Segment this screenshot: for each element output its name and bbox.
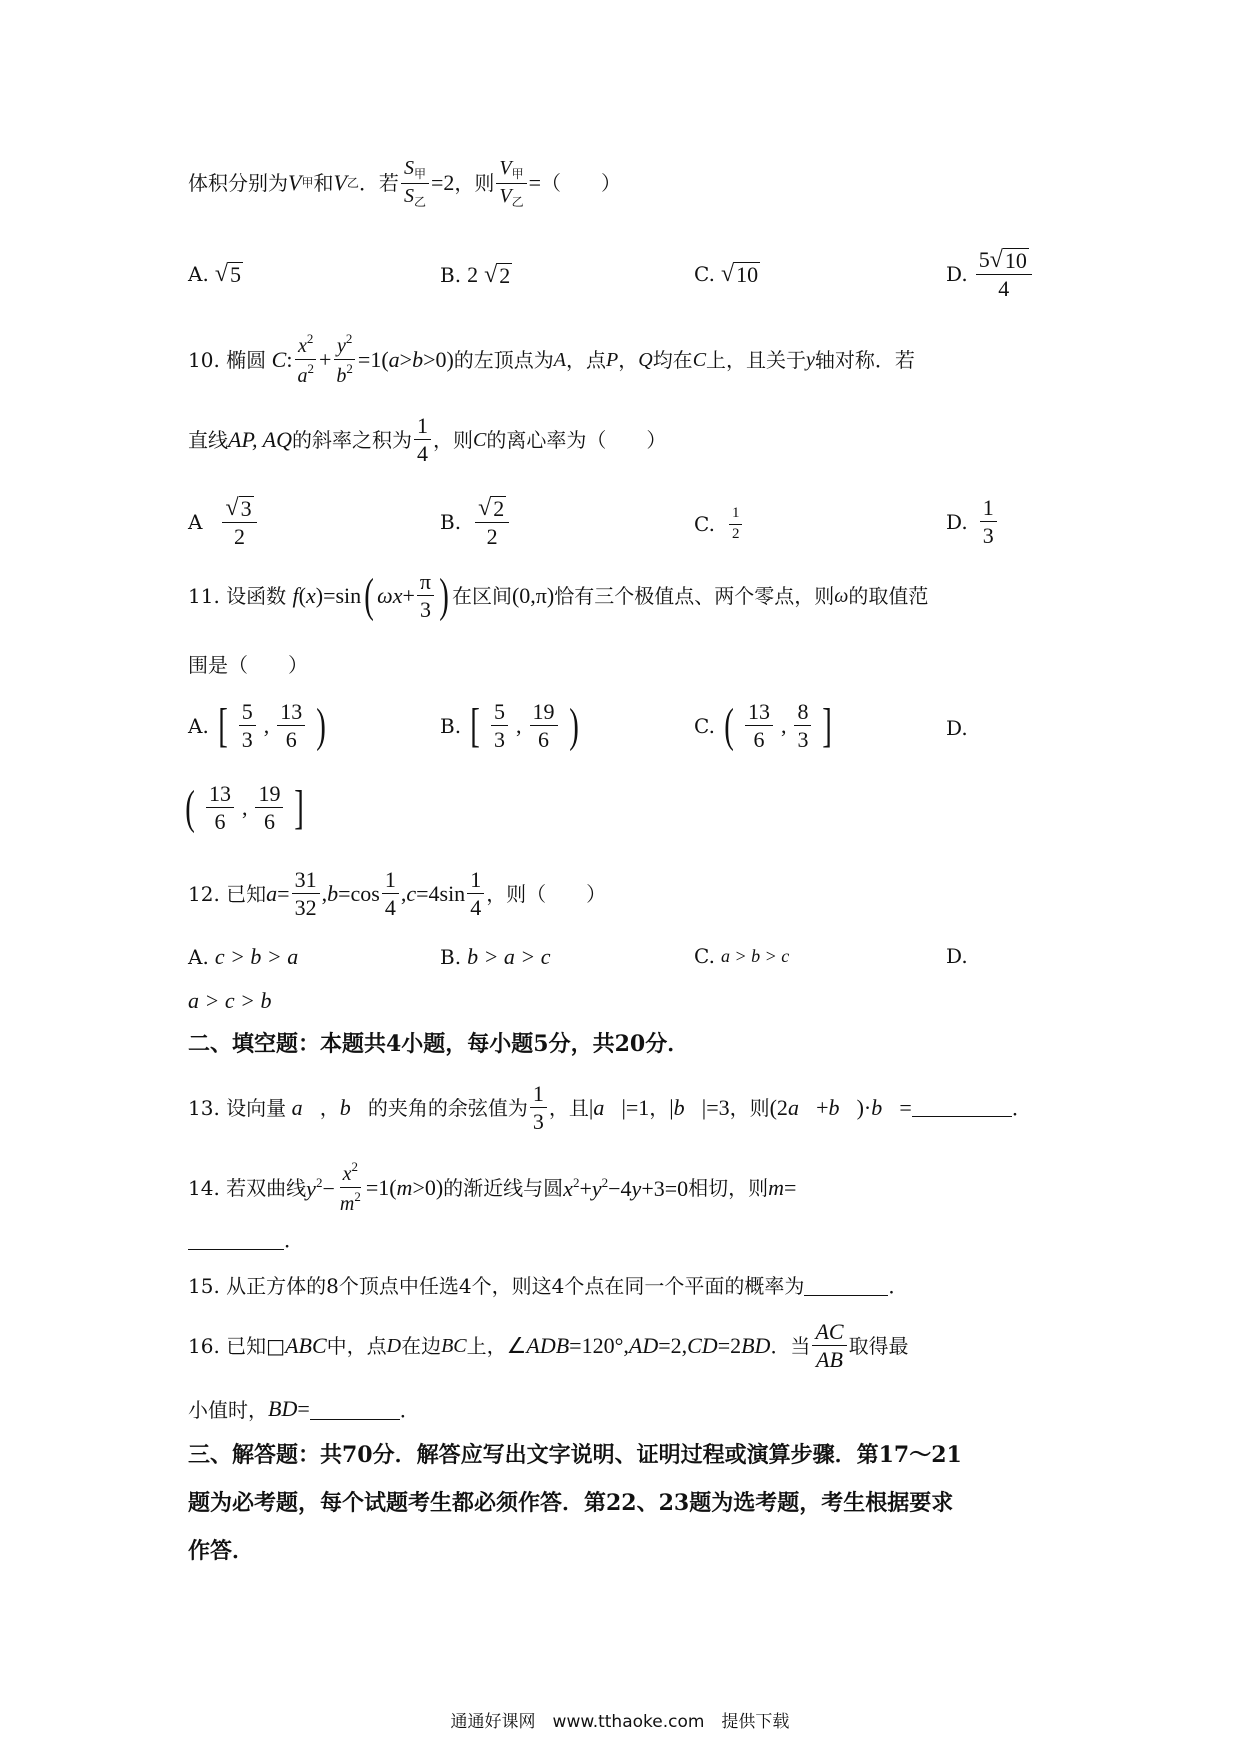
q16-answer-blank[interactable] <box>310 1401 400 1420</box>
q11-option-d-value: ( $\frac{13}{6}$ , $\frac{19}{6}$ ] <box>185 780 305 835</box>
q12-option-c[interactable]: C. a > b > c <box>694 944 790 968</box>
q10-option-c[interactable]: C. $\frac{1}{2}$ <box>694 506 744 543</box>
q12-option-d[interactable]: D. <box>946 944 968 968</box>
q11-stem-line1: 11. 设函数 f(x)=sin ( ωx+ $\frac{\pi}{3}$ ) 在区间 (0,π) 恰有三个极值点、两个零点，则 ω 的取值范 <box>188 568 929 623</box>
q9-option-a[interactable]: A. √ 5 <box>188 261 241 288</box>
q13-stem: 13. 设向量 a⃗ ， b⃗ 的夹角的余弦值为 $\frac{1}{3}$ ，且 |a⃗|=1 ， |b⃗|=3 ，则 (2a⃗+b⃗)·b⃗= ． <box>188 1081 1032 1135</box>
q10-option-b[interactable]: B. √ 2 2 <box>440 496 511 548</box>
q15-answer-blank[interactable] <box>804 1277 888 1296</box>
page-footer: 通通好课网 www.tthaoke.com 提供下载 <box>450 1712 790 1732</box>
q11-option-b[interactable]: B. [ $\frac{5}{3}$ , $\frac{19}{6}$ ) <box>440 698 579 753</box>
q9-option-d[interactable]: D. 5 √ 10 4 <box>946 248 1034 300</box>
q10-option-d[interactable]: D. $\frac{1}{3}$ <box>946 496 999 547</box>
q9-option-c[interactable]: C. √ 10 <box>694 261 759 288</box>
q12-option-d-value: a > c > b <box>188 988 272 1013</box>
q9-option-b[interactable]: B. 2 √ 2 <box>440 262 511 289</box>
section-3-heading-line3: 作答． <box>188 1538 255 1564</box>
q14-answer-blank[interactable] <box>188 1231 284 1250</box>
q13-answer-blank[interactable] <box>912 1098 1012 1117</box>
section-3-heading-line1: 三、解答题：共70分．解答应写出文字说明、证明过程或演算步骤．第17～21 <box>188 1442 962 1468</box>
section-3-heading-line2: 题为必考题，每个试题考生都必须作答．第22、23题为选考题，考生根据要求 <box>188 1490 954 1516</box>
q16-stem-line1: 16. 已知□ ABC 中，点 D 在边 BC 上， ∠ADB=120°,AD=2,CD=2BD ．当 $\frac{AC}{AB}$ 取得最 <box>188 1319 909 1373</box>
q12-option-b[interactable]: B. b > a > c <box>440 944 551 969</box>
q11-stem-line2: 围是（ ） <box>188 653 308 677</box>
section-2-heading: 二、填空题：本题共4小题，每小题5分，共20分． <box>188 1031 690 1057</box>
q11-option-a[interactable]: A. [ $\frac{5}{3}$ , $\frac{13}{6}$ ) <box>188 698 327 753</box>
q12-option-a[interactable]: A. c > b > a <box>188 944 299 969</box>
q14-stem: 14. 若双曲线 $y^2-$ $\frac{x^2}{m^2}$ =1(m>0) 的渐近线与圆 $x^2+y^2-4y+3=0$ 相切，则 m= <box>188 1159 797 1215</box>
q10-option-a[interactable]: A √ 3 2 <box>188 496 259 548</box>
q11-option-d[interactable]: D. <box>946 716 968 740</box>
q15-stem: 15. 从正方体的8个顶点中任选4个，则这4个点在同一个平面的概率为 ． <box>188 1274 909 1298</box>
q9-stem: 体积分别为 V 甲 和 V 乙 ．若 $\frac{S_甲}{S_乙}$ =2 ，则 $\frac{V_甲}{V_乙}$ = （ ） <box>188 157 622 209</box>
q11-option-c[interactable]: C. ( $\frac{13}{6}$ , $\frac{8}{3}$ ] <box>694 698 833 753</box>
q16-stem-line2: 小值时， BD= ． <box>188 1396 420 1422</box>
q10-stem-line2: 直线 AP, AQ 的斜率之积为 $\frac{1}{4}$ ，则 C 的离心率为（ ） <box>188 413 667 467</box>
q14-answer-line: ． <box>188 1230 304 1250</box>
q10-stem-line1: 10. 椭圆 C : $\frac{x^2}{a^2}$ + $\frac{y^2}{b^2}$ =1(a>b>0) 的左顶点为 A ，点 P ， Q 均在 C 上，且关于 y 轴对称．若 <box>188 331 915 387</box>
q12-stem: 12. 已知 a= $\frac{31}{32}$ ,b=cos $\frac{1}{4}$ ,c=4sin $\frac{1}{4}$ ，则（ ） <box>188 867 607 921</box>
